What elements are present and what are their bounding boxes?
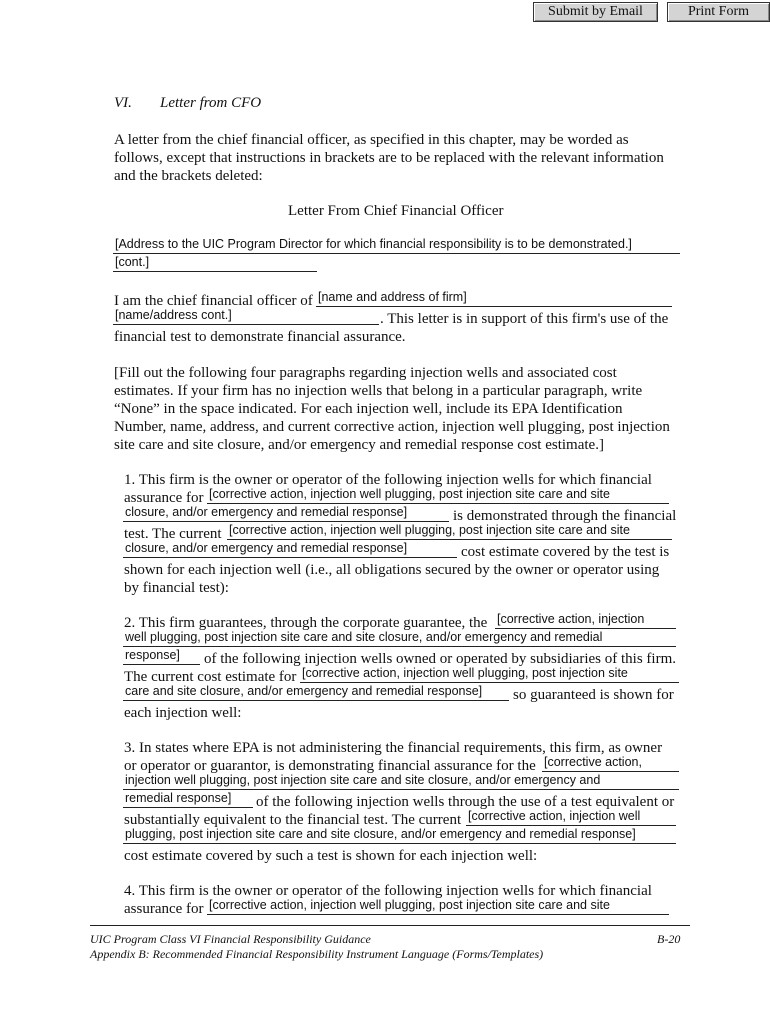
p4-type-field-1[interactable]: [corrective action, injection well plugging, post injection site care and site (207, 897, 669, 915)
p1-line-5: cost estimate covered by the test is (461, 544, 670, 560)
intro-line-3: and the brackets deleted: (114, 168, 263, 184)
p2-line-6: each injection well: (124, 705, 242, 721)
p1-line-3: is demonstrated through the financial (453, 508, 677, 524)
p1-type-field-4[interactable]: closure, and/or emergency and remedial response] (123, 540, 457, 558)
p1-line-7: by financial test): (124, 580, 229, 596)
firm-name-field-2[interactable]: [name/address cont.] (113, 307, 379, 325)
intro-line-2: follows, except that instructions in brackets are to be replaced with the relevant information (114, 150, 664, 166)
address-field-1[interactable]: [Address to the UIC Program Director for which financial responsibility is to be demonstrated.] (113, 236, 680, 254)
submit-by-email-button[interactable]: Submit by Email (533, 2, 658, 22)
p2-line-1: 2. This firm guarantees, through the corporate guarantee, the (124, 615, 488, 631)
p2-type-field-4[interactable]: [corrective action, injection well plugging, post injection site (300, 665, 679, 683)
address-field-2[interactable]: [cont.] (113, 254, 317, 272)
p1-type-field-2[interactable]: closure, and/or emergency and remedial response] (123, 504, 449, 522)
section-number: VI. (114, 95, 132, 111)
p1-line-6: shown for each injection well (i.e., all obligations secured by the owner or operator using (124, 562, 660, 578)
cfo-suffix-text: . This letter is in support of this firm's use of the (380, 311, 669, 327)
p3-line-5: substantially equivalent to the financial test. The current (124, 812, 462, 828)
p1-type-field-3[interactable]: [corrective action, injection well plugging, post injection site care and site (227, 522, 672, 540)
p2-line-3: of the following injection wells owned or operated by subsidiaries of this firm. (204, 651, 676, 667)
p2-type-field-1[interactable]: [corrective action, injection (495, 611, 676, 629)
p3-type-field-2[interactable]: injection well plugging, post injection site care and site closure, and/or emergency and (123, 772, 679, 790)
footer-guidance: UIC Program Class VI Financial Responsibility Guidance (90, 932, 371, 946)
instruction-line-5: site care and site closure, and/or emergency and remedial response cost estimate.] (114, 437, 604, 453)
p2-line-4: The current cost estimate for (124, 669, 297, 685)
letter-title: Letter From Chief Financial Officer (288, 203, 504, 219)
p1-line-2: assurance for (124, 490, 204, 506)
instruction-line-1: [Fill out the following four paragraphs regarding injection wells and associated cost (114, 365, 617, 381)
p4-line-1: 4. This firm is the owner or operator of the following injection wells for which financial (124, 883, 652, 899)
p2-type-field-5[interactable]: care and site closure, and/or emergency and remedial response] (123, 683, 509, 701)
cfo-prefix-text: I am the chief financial officer of (114, 293, 313, 309)
p3-line-2: or operator or guarantor, is demonstrating financial assurance for the (124, 758, 536, 774)
p3-line-4: of the following injection wells through the use of a test equivalent or (256, 794, 675, 810)
p3-line-1: 3. In states where EPA is not administering the financial requirements, this firm, as owner (124, 740, 663, 756)
p2-line-5: so guaranteed is shown for (513, 687, 674, 703)
footer-divider (90, 925, 690, 926)
p1-line-1: 1. This firm is the owner or operator of the following injection wells for which financial (124, 472, 652, 488)
cfo-line-3: financial test to demonstrate financial assurance. (114, 329, 406, 345)
p3-type-field-1[interactable]: [corrective action, (542, 754, 679, 772)
p3-type-field-4[interactable]: [corrective action, injection well (466, 808, 676, 826)
footer-appendix: Appendix B: Recommended Financial Responsibility Instrument Language (Forms/Templates) (90, 947, 544, 961)
section-title: Letter from CFO (160, 95, 262, 111)
print-form-button[interactable]: Print Form (667, 2, 770, 22)
instruction-line-2: estimates. If your firm has no injection wells that belong in a particular paragraph, write (114, 383, 643, 399)
intro-line-1: A letter from the chief financial officer, as specified in this chapter, may be worded as (114, 132, 629, 148)
p3-type-field-3[interactable]: remedial response] (123, 790, 253, 808)
p4-line-2: assurance for (124, 901, 204, 917)
p3-line-7: cost estimate covered by such a test is shown for each injection well: (124, 848, 538, 864)
p1-line-4: test. The current (124, 526, 222, 542)
p2-type-field-3[interactable]: response] (123, 647, 200, 665)
p3-type-field-5[interactable]: plugging, post injection site care and site closure, and/or emergency and remedial response] (123, 826, 676, 844)
footer-page-number: B-20 (657, 932, 681, 946)
firm-name-field-1[interactable]: [name and address of firm] (316, 289, 672, 307)
instruction-line-4: Number, name, address, and current corrective action, injection well plugging, post injection (114, 419, 670, 435)
p1-type-field-1[interactable]: [corrective action, injection well plugging, post injection site care and site (207, 486, 669, 504)
p2-type-field-2[interactable]: well plugging, post injection site care and site closure, and/or emergency and remedial (123, 629, 676, 647)
instruction-line-3: “None” in the space indicated. For each injection well, include its EPA Identification (114, 401, 623, 417)
